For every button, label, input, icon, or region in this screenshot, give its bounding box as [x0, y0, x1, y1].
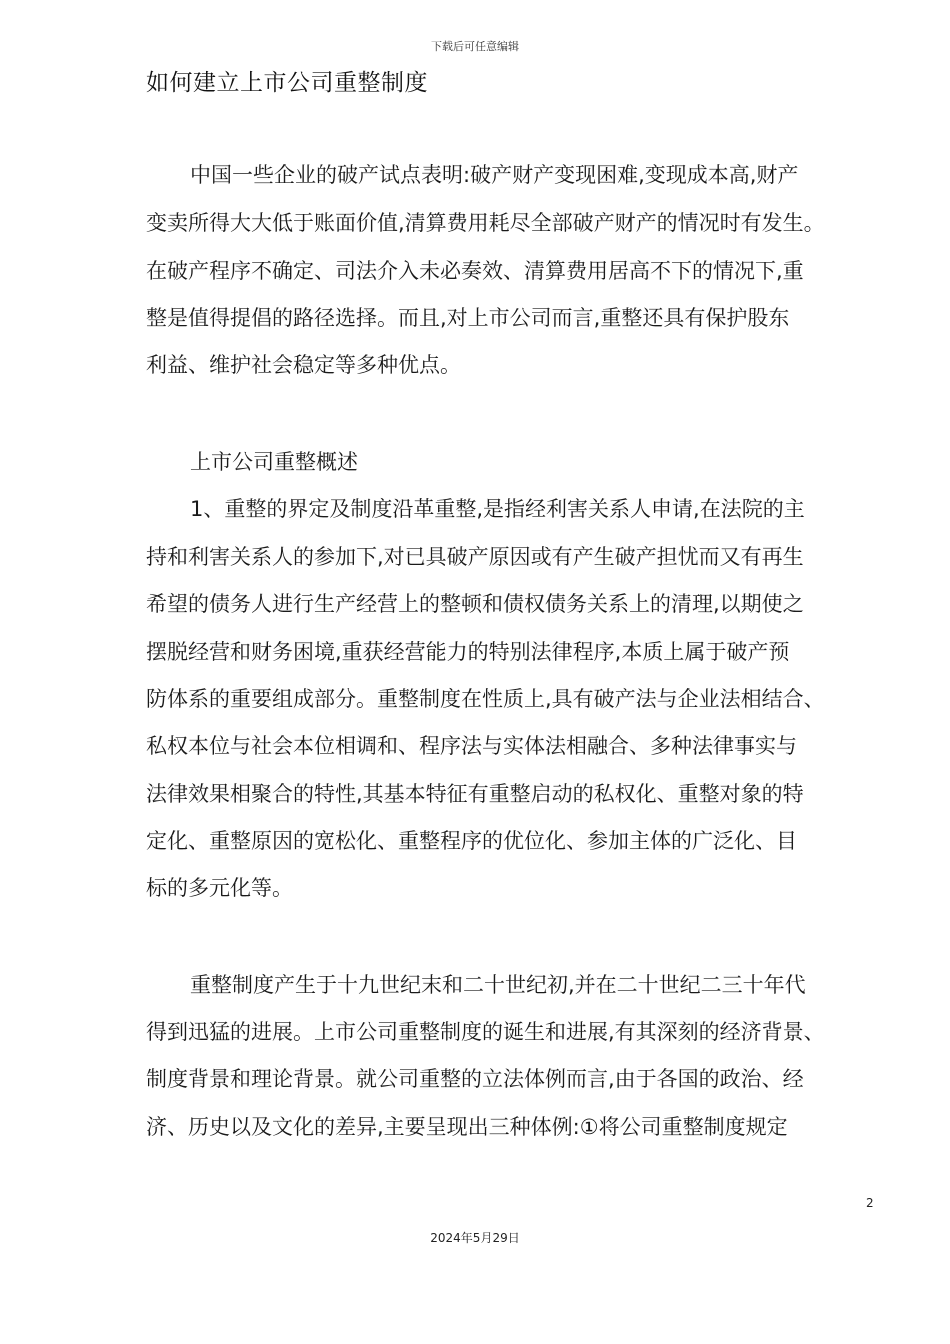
text-line: 法律效果相聚合的特性,其基本特征有重整启动的私权化、重整对象的特 [146, 782, 804, 806]
text-line: 利益、维护社会稳定等多种优点。 [146, 353, 461, 377]
header-note: 下载后可任意编辑 [431, 40, 519, 53]
text-line: 防体系的重要组成部分。重整制度在性质上,具有破产法与企业法相结合、 [146, 687, 825, 711]
text-line: 希望的债务人进行生产经营上的整顿和债权债务关系上的清理,以期使之 [146, 592, 804, 616]
section-heading-text: 上市公司重整概述 [190, 450, 358, 474]
page-number: 2 [866, 1196, 874, 1210]
text-line: 中国一些企业的破产试点表明:破产财产变现困难,变现成本高,财产 [190, 163, 799, 187]
text-line: 1、重整的界定及制度沿革重整,是指经利害关系人申请,在法院的主 [190, 497, 805, 521]
document-title: 如何建立上市公司重整制度 [146, 70, 428, 96]
text-line: 整是值得提倡的路径选择。而且,对上市公司而言,重整还具有保护股东 [146, 306, 790, 330]
text-line: 制度背景和理论背景。就公司重整的立法体例而言,由于各国的政治、经 [146, 1067, 804, 1091]
footer-date: 2024年5月29日 [430, 1231, 520, 1245]
text-line: 标的多元化等。 [146, 876, 293, 900]
text-line: 摆脱经营和财务困境,重获经营能力的特别法律程序,本质上属于破产预 [146, 640, 790, 664]
text-line: 济、历史以及文化的差异,主要呈现出三种体例:①将公司重整制度规定 [146, 1115, 788, 1139]
text-line: 私权本位与社会本位相调和、程序法与实体法相融合、多种法律事实与 [146, 734, 797, 758]
text-line: 变卖所得大大低于账面价值,清算费用耗尽全部破产财产的情况时有发生。 [146, 211, 825, 235]
text-line: 持和利害关系人的参加下,对已具破产原因或有产生破产担忧而又有再生 [146, 545, 804, 569]
text-line: 得到迅猛的进展。上市公司重整制度的诞生和进展,有其深刻的经济背景、 [146, 1020, 825, 1044]
text-line: 定化、重整原因的宽松化、重整程序的优位化、参加主体的广泛化、目 [146, 829, 797, 853]
text-line: 重整制度产生于十九世纪末和二十世纪初,并在二十世纪二三十年代 [190, 973, 806, 997]
text-line: 在破产程序不确定、司法介入未必奏效、清算费用居高不下的情况下,重 [146, 259, 804, 283]
